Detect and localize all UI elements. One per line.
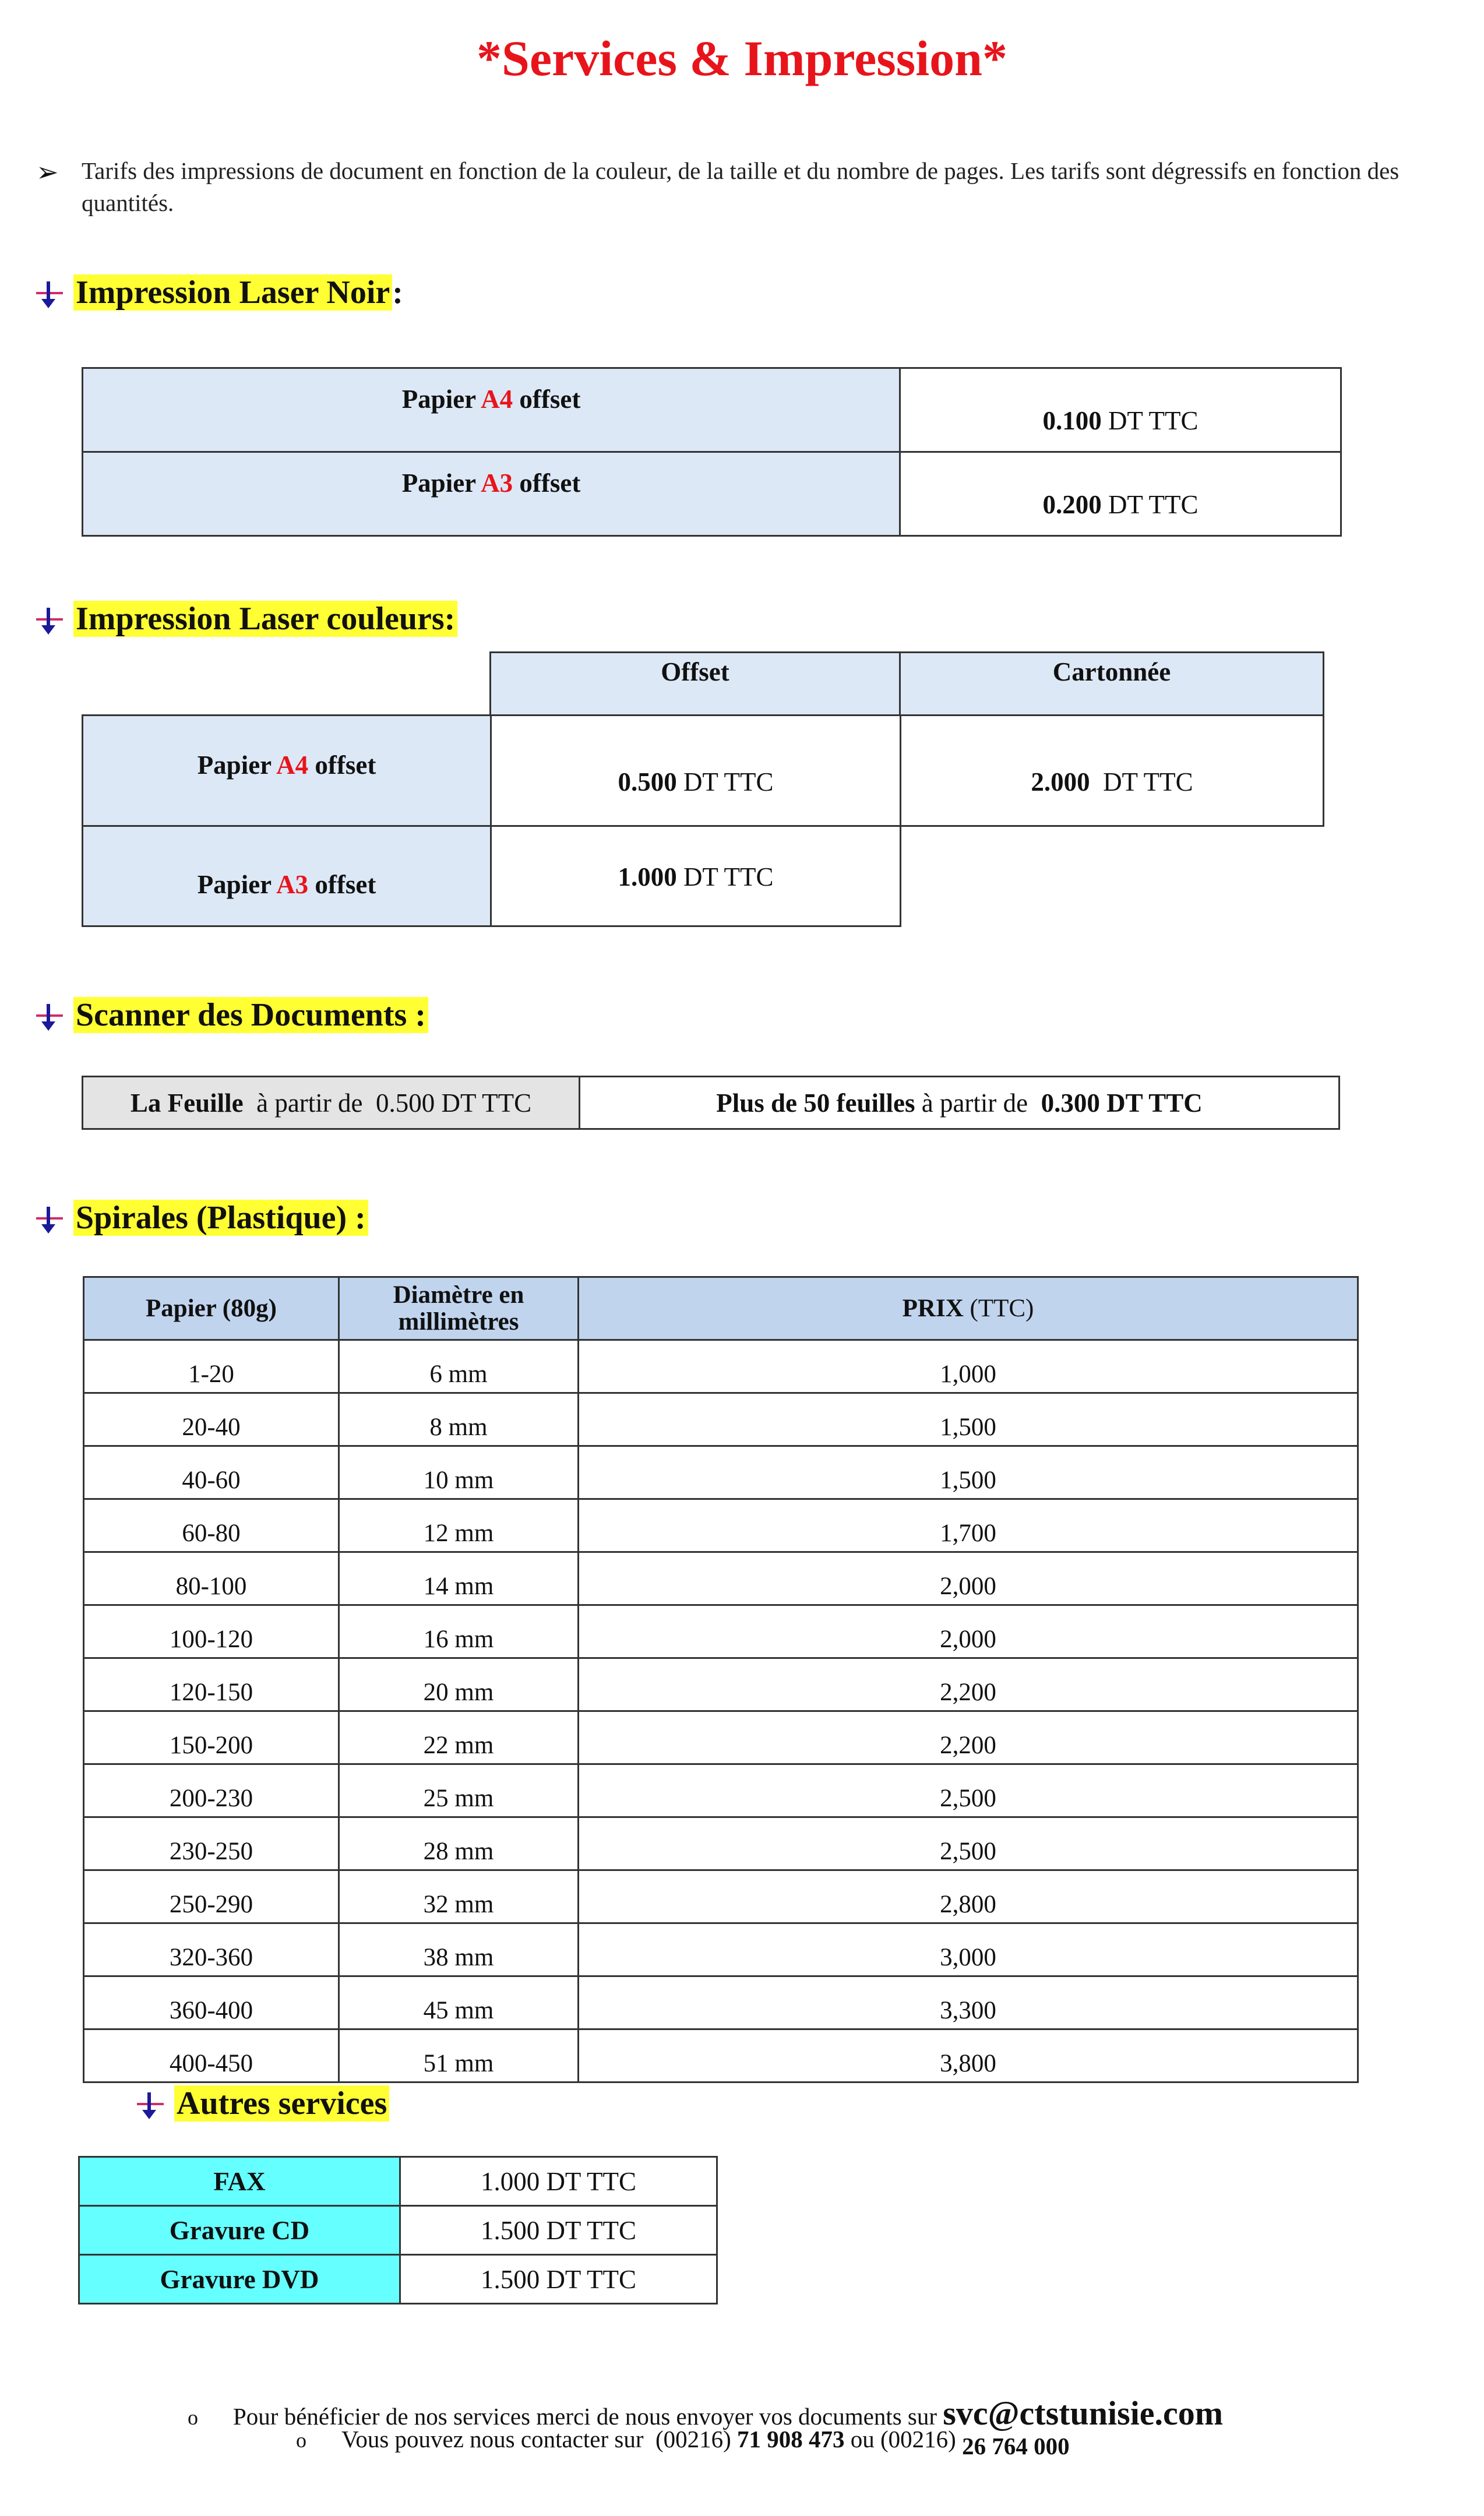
table-row [84,2029,1358,2082]
footer-line-1: o Pour bénéficier de nos services merci de nous envoyer vos documents sur svc@ctstunisie.com [188,2394,1224,2432]
paper-cell: Papier A3 offset [83,452,900,536]
section-heading-laser-couleurs: Impression Laser couleurs: [36,600,457,638]
spiral-papier-cell: 40-60 [84,1446,339,1499]
spiral-papier-cell: 1-20 [84,1340,339,1393]
col-offset-header: Offset [491,653,900,716]
footer-line-2: o Vous pouvez nous contacter sur (00216) 71 908 473 ou (00216) 26 764 000 [296,2426,1070,2459]
laser-couleurs-table [82,714,1324,927]
down-arrow-icon [137,2090,166,2123]
service-price-cell: 1.500 DT TTC [400,2255,717,2304]
price-cell: 0.200 DT TTC [900,452,1341,536]
carton-price-cell: 2.000 DT TTC [901,716,1324,826]
section-heading-laser-noir: Impression Laser Noir: [36,274,403,312]
spiral-prix-cell: 2,000 [579,1552,1358,1605]
spiral-prix-cell: 1,000 [579,1340,1358,1393]
spiral-papier-cell: 360-400 [84,1976,339,2029]
scanner-bulk-cell: Plus de 50 feuilles à partir de 0.300 DT TTC [580,1077,1340,1129]
spiral-diametre-cell: 28 mm [339,1817,579,1870]
spiral-prix-cell: 3,800 [579,2029,1358,2082]
spiral-papier-cell: 80-100 [84,1552,339,1605]
footer-bullet-icon: o [296,2429,306,2452]
spiral-prix-cell: 2,200 [579,1658,1358,1711]
footer-phone-1[interactable]: 71 908 473 [737,2426,845,2452]
table-row [84,1976,1358,2029]
section-heading-spirales: Spirales (Plastique) : [36,1199,368,1237]
spiral-diametre-cell: 51 mm [339,2029,579,2082]
section-heading-scanner: Scanner des Documents : [36,996,428,1034]
spiral-prix-cell: 2,000 [579,1605,1358,1658]
service-price-cell: 1.000 DT TTC [400,2157,717,2206]
down-arrow-icon [36,1002,65,1034]
service-price-cell: 1.500 DT TTC [400,2206,717,2255]
down-arrow-icon [36,1204,65,1237]
spiral-diametre-cell: 6 mm [339,1340,579,1393]
table-row [84,1817,1358,1870]
scanner-single-cell: La Feuille à partir de 0.500 DT TTC [83,1077,580,1129]
footer-bullet-icon: o [188,2406,198,2429]
col-prix-header: PRIX (TTC) [579,1277,1358,1340]
offset-price-cell: 1.000 DT TTC [491,826,901,926]
paper-cell: Papier A4 offset [83,368,900,452]
autres-table [78,2156,718,2304]
laser-couleurs-header [489,651,1324,716]
down-arrow-icon [36,279,65,312]
table-row [83,826,1324,926]
spiral-diametre-cell: 25 mm [339,1764,579,1817]
table-row [84,1552,1358,1605]
table-header-row [84,1277,1358,1340]
spiral-diametre-cell: 38 mm [339,1923,579,1976]
spiral-papier-cell: 320-360 [84,1923,339,1976]
table-row [84,1870,1358,1923]
down-arrow-icon [36,605,65,638]
spirales-table [83,1276,1359,2083]
spiral-prix-cell: 3,000 [579,1923,1358,1976]
col-diametre-header: Diamètre en millimètres [339,1277,579,1340]
spiral-papier-cell: 150-200 [84,1711,339,1764]
col-cartonnee-header: Cartonnée [900,653,1324,716]
service-cell: Gravure DVD [79,2255,400,2304]
spiral-prix-cell: 1,500 [579,1446,1358,1499]
table-row [83,452,1341,536]
table-row [84,1393,1358,1446]
table-row [84,1711,1358,1764]
table-row [84,1764,1358,1817]
spiral-prix-cell: 1,700 [579,1499,1358,1552]
spiral-diametre-cell: 8 mm [339,1393,579,1446]
footer-phone-2[interactable]: 26 764 000 [962,2433,1070,2459]
laser-noir-table [82,367,1342,537]
table-row [79,2255,717,2304]
intro-bullet-icon: ➢ [36,157,59,187]
spiral-papier-cell: 200-230 [84,1764,339,1817]
spiral-prix-cell: 3,300 [579,1976,1358,2029]
table-row [84,1340,1358,1393]
table-row [84,1658,1358,1711]
table-row [84,1446,1358,1499]
spiral-papier-cell: 400-450 [84,2029,339,2082]
spiral-papier-cell: 250-290 [84,1870,339,1923]
footer-email[interactable]: svc@ctstunisie.com [943,2394,1224,2432]
table-row [84,1499,1358,1552]
spiral-diametre-cell: 10 mm [339,1446,579,1499]
table-row [79,2206,717,2255]
col-papier-header: Papier (80g) [84,1277,339,1340]
table-row [83,716,1324,826]
spiral-diametre-cell: 22 mm [339,1711,579,1764]
price-cell: 0.100 DT TTC [900,368,1341,452]
spiral-prix-cell: 1,500 [579,1393,1358,1446]
table-row [83,368,1341,452]
spiral-prix-cell: 2,500 [579,1764,1358,1817]
service-cell: Gravure CD [79,2206,400,2255]
spiral-diametre-cell: 32 mm [339,1870,579,1923]
service-cell: FAX [79,2157,400,2206]
page-title: *Services & Impression* [477,30,1007,86]
spiral-prix-cell: 2,800 [579,1870,1358,1923]
spiral-diametre-cell: 20 mm [339,1658,579,1711]
spiral-papier-cell: 20-40 [84,1393,339,1446]
offset-price-cell: 0.500 DT TTC [491,716,901,826]
scanner-table [82,1076,1340,1130]
table-row [79,2157,717,2206]
section-heading-autres: Autres services [137,2085,389,2123]
table-row [84,1605,1358,1658]
spiral-papier-cell: 120-150 [84,1658,339,1711]
spiral-diametre-cell: 45 mm [339,1976,579,2029]
spiral-papier-cell: 60-80 [84,1499,339,1552]
spiral-prix-cell: 2,200 [579,1711,1358,1764]
spiral-diametre-cell: 12 mm [339,1499,579,1552]
empty-cell [901,826,1324,926]
spiral-diametre-cell: 16 mm [339,1605,579,1658]
paper-cell: Papier A4 offset [83,716,491,826]
spiral-diametre-cell: 14 mm [339,1552,579,1605]
spiral-prix-cell: 2,500 [579,1817,1358,1870]
table-row [84,1923,1358,1976]
intro-text: Tarifs des impressions de document en fonction de la couleur, de la taille et du nombre de pages. Les tarifs sont dégressifs en fonction des quantités. [82,157,1400,216]
spiral-papier-cell: 230-250 [84,1817,339,1870]
spiral-papier-cell: 100-120 [84,1605,339,1658]
paper-cell: Papier A3 offset [83,826,491,926]
